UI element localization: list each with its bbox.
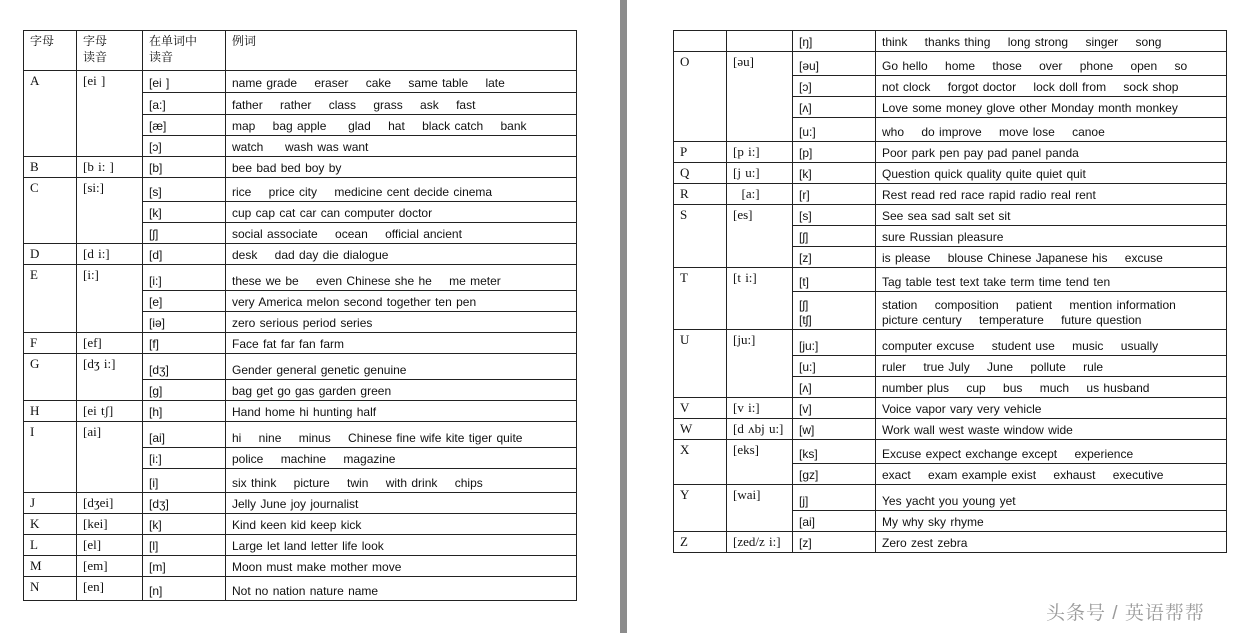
examples-cell: Zero zest zebra — [876, 532, 1227, 553]
ipa-cell: [w] — [793, 419, 876, 440]
right-page — [673, 30, 1227, 553]
ipa-cell: [i:] — [143, 448, 226, 469]
letter-name-cell: [ei ] — [77, 71, 143, 157]
ipa-cell: [g] — [143, 380, 226, 401]
examples-cell: number plus cup bus much us husband — [876, 377, 1227, 398]
letter-name-cell: [ai] — [77, 422, 143, 493]
examples-cell — [876, 292, 1227, 330]
ipa-cell: [æ] — [143, 115, 226, 136]
ipa-cell: [u:] — [793, 118, 876, 142]
page-divider — [620, 0, 627, 633]
examples-cell: See sea sad salt set sit — [876, 205, 1227, 226]
examples-cell: Voice vapor vary very vehicle — [876, 398, 1227, 419]
table-row — [24, 354, 577, 380]
examples-cell: Love some money glove other Monday month monkey — [876, 97, 1227, 118]
left-page — [23, 30, 577, 601]
letter-name-cell: [dʒei] — [77, 493, 143, 514]
ipa-cell: [iə] — [143, 312, 226, 333]
letter-cell: A — [24, 71, 77, 157]
ipa-cell: [l] — [143, 535, 226, 556]
column-header-line: 字母 — [30, 34, 55, 48]
ipa-cell: [s] — [793, 205, 876, 226]
examples-cell: Hand home hi hunting half — [226, 401, 577, 422]
letter-name-cell: [ef] — [77, 333, 143, 354]
letter-name-cell: [ei tʃ] — [77, 401, 143, 422]
examples-cell: Excuse expect exchange except experience — [876, 440, 1227, 464]
letter-name-cell: [en] — [77, 577, 143, 601]
ipa-cell: [ʃ] — [793, 226, 876, 247]
table-row — [674, 268, 1227, 292]
ipa-cell: [v] — [793, 398, 876, 419]
table-row — [24, 265, 577, 291]
table-row — [24, 422, 577, 448]
ipa-cell: [ʃ] — [143, 223, 226, 244]
letter-name-cell — [727, 31, 793, 52]
letter-name-cell: [p i:] — [727, 142, 793, 163]
column-header — [226, 31, 577, 71]
ipa-cell: [s] — [143, 178, 226, 202]
examples-cell: these we be even Chinese she he me meter — [226, 265, 577, 291]
examples-cell: bee bad bed boy by — [226, 157, 577, 178]
letter-name-cell: [d i:] — [77, 244, 143, 265]
letter-cell: P — [674, 142, 727, 163]
letter-name-cell: [t i:] — [727, 268, 793, 330]
ipa-cell: [b] — [143, 157, 226, 178]
letter-name-cell: [əu] — [727, 52, 793, 142]
examples-cell: rice price city medicine cent decide cinema — [226, 178, 577, 202]
examples-cell: Go hello home those over phone open so — [876, 52, 1227, 76]
examples-cell: Work wall west waste window wide — [876, 419, 1227, 440]
examples-cell: Rest read red race rapid radio real rent — [876, 184, 1227, 205]
column-header — [24, 31, 77, 71]
letter-cell: R — [674, 184, 727, 205]
letter-cell: O — [674, 52, 727, 142]
examples-cell: desk dad day die dialogue — [226, 244, 577, 265]
table-row — [674, 485, 1227, 511]
ipa-cell: [k] — [143, 202, 226, 223]
table-row — [24, 535, 577, 556]
examples-cell: is please blouse Chinese Japanese his excuse — [876, 247, 1227, 268]
column-header-line: 读音 — [149, 50, 174, 64]
table-row — [674, 440, 1227, 464]
table-row — [24, 514, 577, 535]
examples-cell: exact exam example exist exhaust executive — [876, 464, 1227, 485]
examples-cell: hi nine minus Chinese fine wife kite tiger quite — [226, 422, 577, 448]
ipa-cell: [i] — [143, 469, 226, 493]
examples-text: picture century temperature future question — [882, 313, 1142, 327]
letter-cell: H — [24, 401, 77, 422]
letter-cell: L — [24, 535, 77, 556]
examples-cell: father rather class grass ask fast — [226, 93, 577, 115]
examples-cell: Moon must make mother move — [226, 556, 577, 577]
examples-cell: Poor park pen pay pad panel panda — [876, 142, 1227, 163]
examples-cell: cup cap cat car can computer doctor — [226, 202, 577, 223]
examples-cell: very America melon second together ten pen — [226, 291, 577, 312]
watermark: 头条号 / 英语帮帮 — [1046, 603, 1205, 624]
examples-cell: Jelly June joy journalist — [226, 493, 577, 514]
letter-name-cell: [j u:] — [727, 163, 793, 184]
ipa-cell: [ʌ] — [793, 377, 876, 398]
column-header-line: 字母 — [83, 34, 108, 48]
examples-cell: Not no nation nature name — [226, 577, 577, 601]
table-row — [674, 184, 1227, 205]
ipa-cell: [dʒ] — [143, 354, 226, 380]
letter-cell: S — [674, 205, 727, 268]
ipa-cell: [dʒ] — [143, 493, 226, 514]
table-row — [24, 401, 577, 422]
letter-cell: J — [24, 493, 77, 514]
ipa-cell — [793, 292, 876, 330]
table-row — [674, 532, 1227, 553]
ipa-cell: [p] — [793, 142, 876, 163]
ipa-cell: [ai] — [793, 511, 876, 532]
table-row — [674, 52, 1227, 76]
letter-cell: Z — [674, 532, 727, 553]
ipa-cell: [ks] — [793, 440, 876, 464]
table-row — [24, 157, 577, 178]
table-row — [674, 142, 1227, 163]
letter-cell: E — [24, 265, 77, 333]
examples-cell: Question quick quality quite quiet quit — [876, 163, 1227, 184]
table-row — [24, 493, 577, 514]
letter-name-cell: [kei] — [77, 514, 143, 535]
examples-cell: six think picture twin with drink chips — [226, 469, 577, 493]
table-row — [24, 71, 577, 93]
ipa-cell: [z] — [793, 247, 876, 268]
examples-cell: My why sky rhyme — [876, 511, 1227, 532]
table-row — [674, 163, 1227, 184]
ipa-cell: [t] — [793, 268, 876, 292]
examples-text: station composition patient mention information — [882, 298, 1176, 312]
ipa-cell: [ei ] — [143, 71, 226, 93]
column-header-line: 在单词中 — [149, 34, 198, 48]
letter-name-cell: [wai] — [727, 485, 793, 532]
examples-cell: bag get go gas garden green — [226, 380, 577, 401]
letter-name-cell: [a:] — [727, 184, 793, 205]
examples-cell: Large let land letter life look — [226, 535, 577, 556]
ipa-cell: [j] — [793, 485, 876, 511]
table-row — [24, 333, 577, 354]
ipa-cell: [z] — [793, 532, 876, 553]
letter-cell: B — [24, 157, 77, 178]
examples-cell: Face fat far fan farm — [226, 333, 577, 354]
letter-cell: T — [674, 268, 727, 330]
table-row — [24, 556, 577, 577]
ipa-cell: [k] — [793, 163, 876, 184]
table-row — [674, 419, 1227, 440]
ipa-cell: [n] — [143, 577, 226, 601]
examples-cell: name grade eraser cake same table late — [226, 71, 577, 93]
column-header — [77, 31, 143, 71]
table-row — [24, 244, 577, 265]
letter-cell: Q — [674, 163, 727, 184]
ipa-text: [tʃ] — [799, 313, 812, 327]
ipa-cell: [d] — [143, 244, 226, 265]
examples-cell: think thanks thing long strong singer song — [876, 31, 1227, 52]
ipa-text: [ʃ] — [799, 298, 809, 312]
letter-name-cell: [eks] — [727, 440, 793, 485]
ipa-cell: [gz] — [793, 464, 876, 485]
ipa-cell: [ai] — [143, 422, 226, 448]
table-row — [674, 398, 1227, 419]
letter-name-cell: [zed/z i:] — [727, 532, 793, 553]
letter-cell: V — [674, 398, 727, 419]
letter-cell: C — [24, 178, 77, 244]
examples-cell: Gender general genetic genuine — [226, 354, 577, 380]
letter-name-cell: [i:] — [77, 265, 143, 333]
examples-cell: who do improve move lose canoe — [876, 118, 1227, 142]
phonics-table-left — [23, 30, 577, 601]
examples-cell: Kind keen kid keep kick — [226, 514, 577, 535]
ipa-cell: [h] — [143, 401, 226, 422]
examples-cell: map bag apple glad hat black catch bank — [226, 115, 577, 136]
phonics-table-right — [673, 30, 1227, 553]
letter-name-cell: [v i:] — [727, 398, 793, 419]
table-row — [674, 205, 1227, 226]
letter-cell: X — [674, 440, 727, 485]
ipa-cell: [f] — [143, 333, 226, 354]
letter-cell: U — [674, 330, 727, 398]
ipa-cell: [a:] — [143, 93, 226, 115]
letter-cell: W — [674, 419, 727, 440]
letter-name-cell: [dʒ i:] — [77, 354, 143, 401]
ipa-cell: [e] — [143, 291, 226, 312]
letter-name-cell: [es] — [727, 205, 793, 268]
letter-name-cell: [ju:] — [727, 330, 793, 398]
ipa-cell: [k] — [143, 514, 226, 535]
letter-cell: I — [24, 422, 77, 493]
letter-cell: K — [24, 514, 77, 535]
examples-cell: watch wash was want — [226, 136, 577, 157]
ipa-cell: [ju:] — [793, 330, 876, 356]
examples-cell: social associate ocean official ancient — [226, 223, 577, 244]
ipa-cell: [u:] — [793, 356, 876, 377]
table-row — [24, 178, 577, 202]
letter-cell: N — [24, 577, 77, 601]
letter-cell: G — [24, 354, 77, 401]
letter-name-cell: [em] — [77, 556, 143, 577]
column-header-line: 例词 — [232, 34, 257, 48]
examples-cell: police machine magazine — [226, 448, 577, 469]
table-row — [24, 577, 577, 601]
letter-cell: Y — [674, 485, 727, 532]
ipa-cell: [ɔ] — [143, 136, 226, 157]
examples-cell: not clock forgot doctor lock doll from sock shop — [876, 76, 1227, 97]
ipa-cell: [m] — [143, 556, 226, 577]
examples-cell: Yes yacht you young yet — [876, 485, 1227, 511]
examples-cell: computer excuse student use music usually — [876, 330, 1227, 356]
letter-name-cell: [si:] — [77, 178, 143, 244]
ipa-cell: [i:] — [143, 265, 226, 291]
column-header-line: 读音 — [83, 50, 108, 64]
table-row — [674, 31, 1227, 52]
examples-cell: zero serious period series — [226, 312, 577, 333]
letter-name-cell: [d ʌbj u:] — [727, 419, 793, 440]
column-header — [143, 31, 226, 71]
table-row — [674, 330, 1227, 356]
examples-cell: ruler true July June pollute rule — [876, 356, 1227, 377]
ipa-cell: [ŋ] — [793, 31, 876, 52]
examples-cell: Tag table test text take term time tend ten — [876, 268, 1227, 292]
letter-cell: F — [24, 333, 77, 354]
letter-cell — [674, 31, 727, 52]
letter-name-cell: [el] — [77, 535, 143, 556]
examples-cell: sure Russian pleasure — [876, 226, 1227, 247]
letter-cell: M — [24, 556, 77, 577]
ipa-cell: [ɔ] — [793, 76, 876, 97]
letter-name-cell: [b i: ] — [77, 157, 143, 178]
header-row — [24, 31, 577, 71]
letter-cell: D — [24, 244, 77, 265]
ipa-cell: [əu] — [793, 52, 876, 76]
ipa-cell: [r] — [793, 184, 876, 205]
ipa-cell: [ʌ] — [793, 97, 876, 118]
